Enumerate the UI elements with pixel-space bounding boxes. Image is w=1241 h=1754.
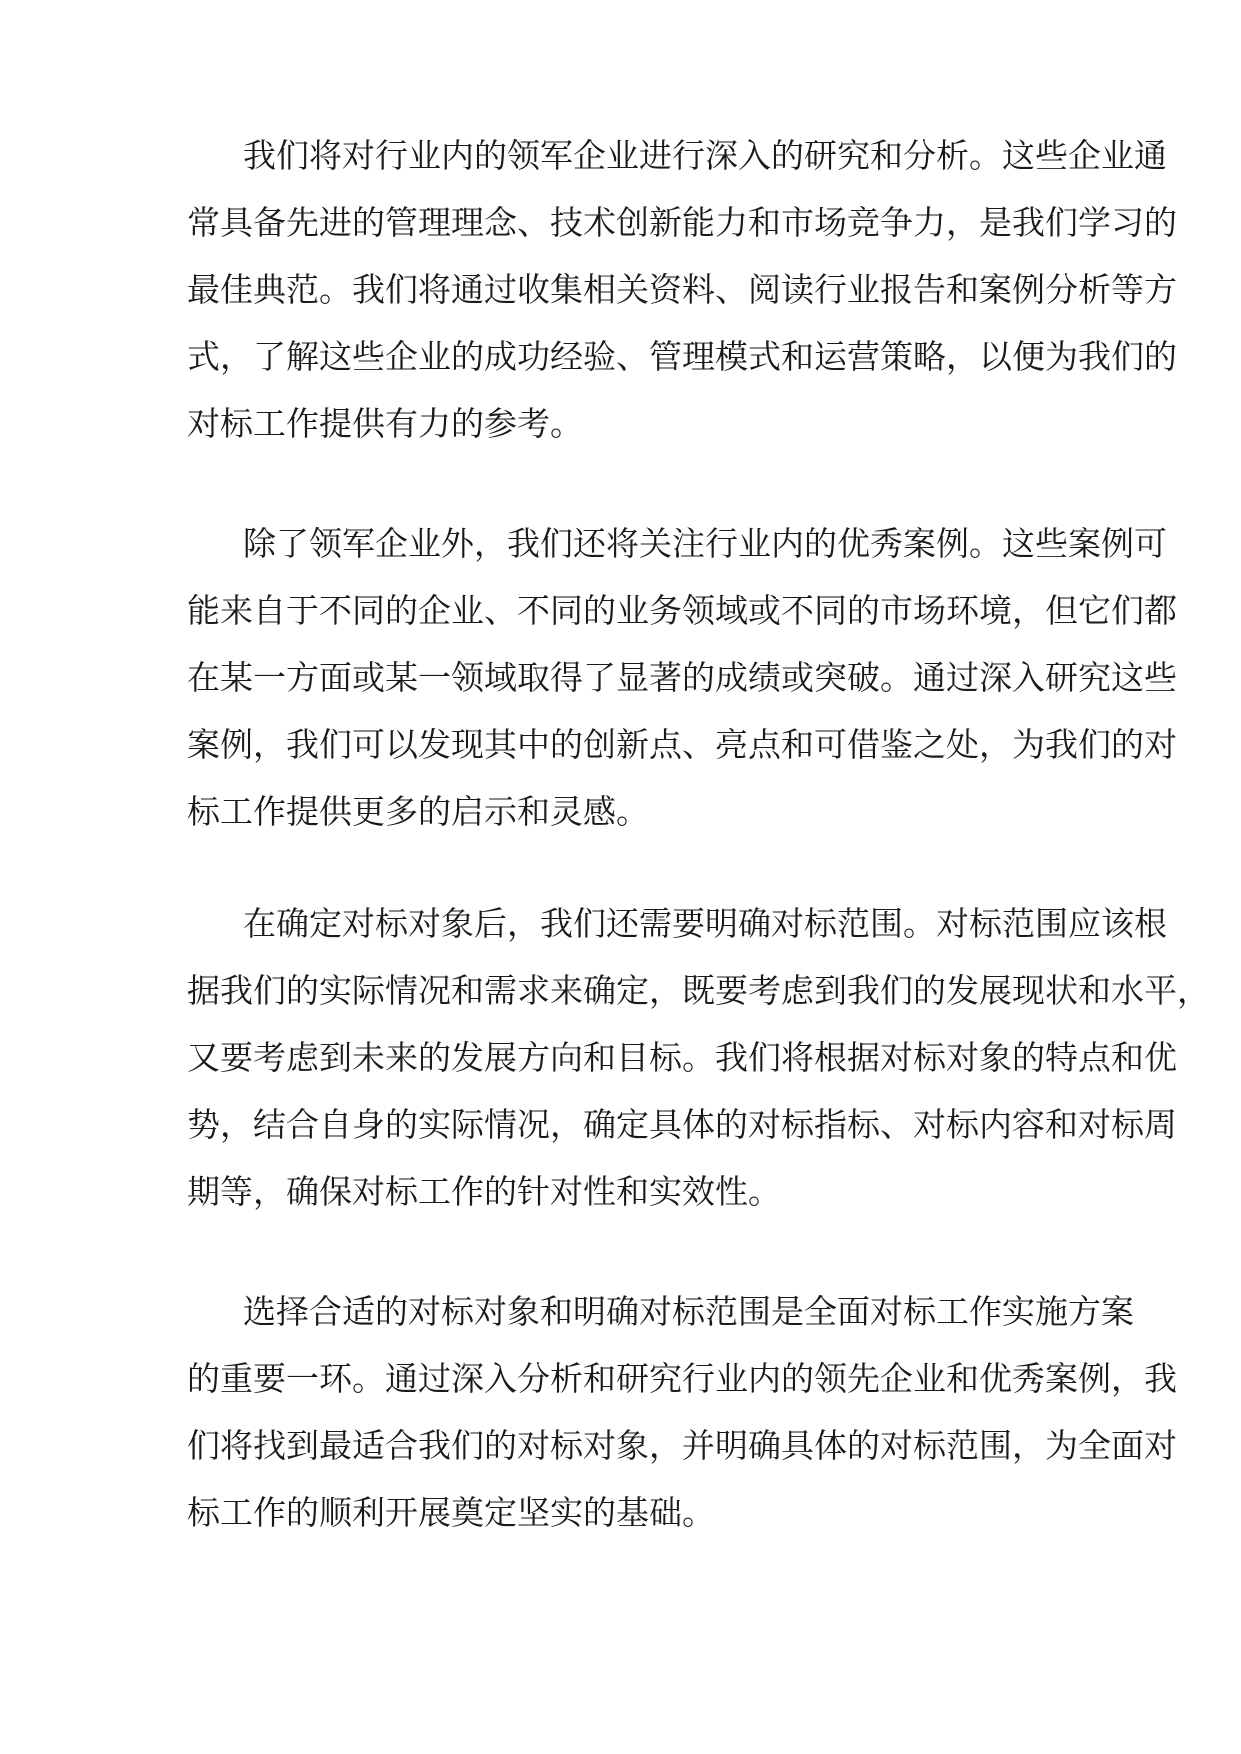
paragraph-line: 势，结合自身的实际情况，确定具体的对标指标、对标内容和对标周 xyxy=(187,1105,1177,1144)
paragraph-line: 的重要一环。通过深入分析和研究行业内的领先企业和优秀案例，我 xyxy=(187,1359,1177,1398)
paragraph-line: 能来自于不同的企业、不同的业务领域或不同的市场环境，但它们都 xyxy=(187,591,1177,630)
paragraph-line: 在确定对标对象后，我们还需要明确对标范围。对标范围应该根 xyxy=(243,904,1167,943)
paragraph-line: 常具备先进的管理理念、技术创新能力和市场竞争力，是我们学习的 xyxy=(187,203,1177,242)
paragraph-line: 式，了解这些企业的成功经验、管理模式和运营策略，以便为我们的 xyxy=(187,337,1177,376)
paragraph-line: 在某一方面或某一领域取得了显著的成绩或突破。通过深入研究这些 xyxy=(187,658,1177,697)
paragraph-line: 除了领军企业外，我们还将关注行业内的优秀案例。这些案例可 xyxy=(243,524,1167,563)
paragraph-line: 期等，确保对标工作的针对性和实效性。 xyxy=(187,1172,781,1211)
paragraph-line: 案例，我们可以发现其中的创新点、亮点和可借鉴之处，为我们的对 xyxy=(187,725,1177,764)
paragraph-line: 我们将对行业内的领军企业进行深入的研究和分析。这些企业通 xyxy=(243,136,1167,175)
paragraph-line: 最佳典范。我们将通过收集相关资料、阅读行业报告和案例分析等方 xyxy=(187,270,1177,309)
paragraph-line: 选择合适的对标对象和明确对标范围是全面对标工作实施方案 xyxy=(243,1292,1134,1331)
paragraph-line: 对标工作提供有力的参考。 xyxy=(187,404,583,443)
paragraph-line: 又要考虑到未来的发展方向和目标。我们将根据对标对象的特点和优 xyxy=(187,1038,1177,1077)
paragraph-line: 标工作提供更多的启示和灵感。 xyxy=(187,792,649,831)
paragraph-line: 据我们的实际情况和需求来确定，既要考虑到我们的发展现状和水平， xyxy=(187,971,1210,1010)
paragraph-line: 标工作的顺利开展奠定坚实的基础。 xyxy=(187,1493,715,1532)
paragraph-line: 们将找到最适合我们的对标对象，并明确具体的对标范围，为全面对 xyxy=(187,1426,1177,1465)
